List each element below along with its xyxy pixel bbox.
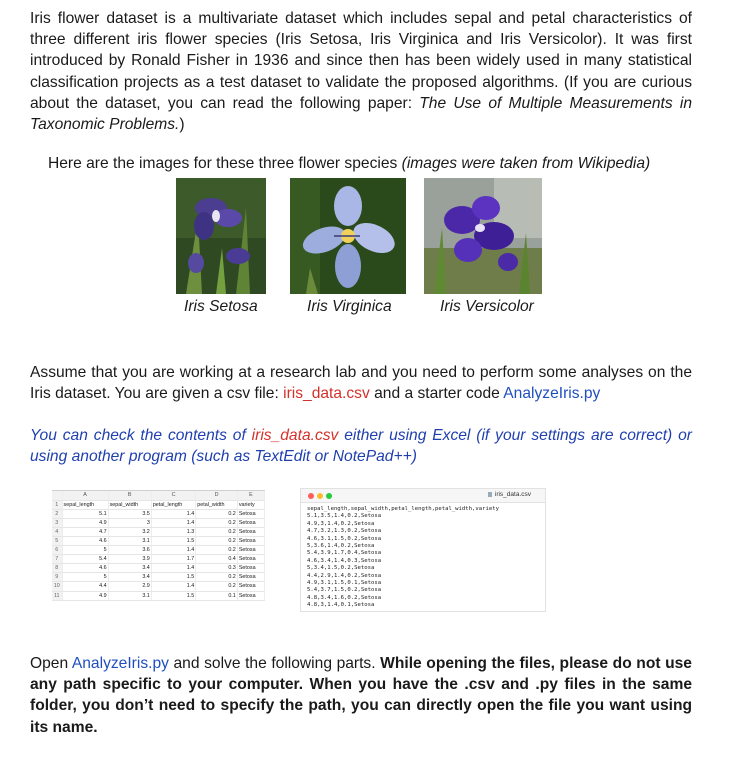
table-cell: 3.4 bbox=[108, 573, 151, 582]
row-number: 7 bbox=[52, 555, 62, 564]
table-cell: 3.4 bbox=[108, 564, 151, 573]
table-row bbox=[52, 509, 265, 518]
table-cell: 0.4 bbox=[196, 555, 238, 564]
table-cell: 4.6 bbox=[62, 536, 108, 545]
caption-versicolor: Iris Versicolor bbox=[440, 298, 534, 315]
closing-py-link[interactable]: AnalyzeIris.py bbox=[71, 655, 169, 672]
editor-line: 5,3.6,1.4,0.2,Setosa bbox=[307, 543, 375, 550]
table-cell: 1.4 bbox=[151, 509, 195, 518]
row-number: 1 bbox=[52, 500, 62, 509]
editor-content bbox=[301, 503, 545, 610]
row-number: 5 bbox=[52, 536, 62, 545]
editor-line: 4.9,3.1,1.5,0.1,Setosa bbox=[307, 580, 382, 587]
table-cell: 1.7 bbox=[151, 555, 195, 564]
editor-line: 4.6,3.1,1.5,0.2,Setosa bbox=[307, 535, 382, 542]
table-cell: 4.7 bbox=[62, 527, 108, 536]
csv-filename: iris_data.csv bbox=[283, 385, 370, 403]
table-row bbox=[52, 518, 265, 527]
document-icon bbox=[488, 492, 492, 497]
images-lead bbox=[48, 155, 650, 173]
table-row bbox=[52, 527, 265, 536]
table-cell: 1.4 bbox=[151, 546, 195, 555]
table-cell: 5 bbox=[62, 546, 108, 555]
caption-virginica: Iris Virginica bbox=[307, 298, 392, 315]
col-letter: A bbox=[62, 491, 108, 500]
table-cell: 0.2 bbox=[196, 518, 238, 527]
table-cell: 4.9 bbox=[62, 518, 108, 527]
table-cell: 0.2 bbox=[196, 573, 238, 582]
table-row bbox=[52, 591, 265, 600]
editor-line: 5.4,3.7,1.5,0.2,Setosa bbox=[307, 587, 382, 594]
col-letter: E bbox=[237, 491, 264, 500]
col-letter: C bbox=[151, 491, 195, 500]
iris-versicolor-image bbox=[424, 178, 542, 294]
excel-screenshot bbox=[52, 490, 265, 599]
row-number: 6 bbox=[52, 546, 62, 555]
table-cell: 3 bbox=[108, 518, 151, 527]
table-cell: 0.2 bbox=[196, 509, 238, 518]
editor-title-text: iris_data.csv bbox=[494, 491, 531, 498]
table-cell: 3.2 bbox=[108, 527, 151, 536]
editor-title bbox=[488, 491, 531, 498]
setup-text-mid: and a starter code bbox=[369, 385, 504, 403]
closing-paragraph bbox=[30, 653, 692, 738]
row-number: 11 bbox=[52, 591, 62, 600]
close-button[interactable] bbox=[308, 493, 314, 499]
py-filename-link[interactable]: AnalyzeIris.py bbox=[503, 385, 601, 403]
table-cell: 1.5 bbox=[151, 536, 195, 545]
table-row bbox=[52, 564, 265, 573]
row-number: 4 bbox=[52, 527, 62, 536]
note-csv-filename: iris_data.csv bbox=[251, 427, 339, 444]
header-cell: petal_length bbox=[151, 500, 195, 509]
table-cell: 0.2 bbox=[196, 546, 238, 555]
images-lead-text: Here are the images for these three flower species bbox=[48, 155, 402, 172]
table-cell: Setosa bbox=[237, 536, 264, 545]
row-number: 3 bbox=[52, 518, 62, 527]
row-number: 10 bbox=[52, 582, 62, 591]
note-text-end: either using Excel (if your settings are correct) or using another program (such as TextEdit or NotePad++) bbox=[30, 427, 692, 466]
intro-paragraph bbox=[30, 8, 692, 135]
table-cell: 3.5 bbox=[108, 509, 151, 518]
table-cell: 4.9 bbox=[62, 591, 108, 600]
table-cell: 5.1 bbox=[62, 509, 108, 518]
table-row bbox=[52, 546, 265, 555]
table-cell: 5.4 bbox=[62, 555, 108, 564]
table-cell: Setosa bbox=[237, 564, 264, 573]
intro-text-end: ) bbox=[179, 116, 185, 134]
table-cell: 1.3 bbox=[151, 527, 195, 536]
table-cell: 3.6 bbox=[108, 546, 151, 555]
editor-line: 4.9,3,1.4,0.2,Setosa bbox=[307, 520, 375, 527]
text-editor-window bbox=[300, 488, 546, 612]
closing-text-mid: and solve the following parts. bbox=[168, 655, 381, 672]
intro-text: Iris flower dataset is a multivariate dataset which includes sepal and petal characteristics of three different iris flower species (Iris Setosa, Iris Virginica and Iris Versicolor). It was first introduced by Ronald Fisher in 1936 and since then has been widely used in many statistical classification projects as a test dataset to validate the proposed algorithms. (If you are curious about the dataset, you can read the following paper: bbox=[30, 10, 692, 112]
minimize-button[interactable] bbox=[317, 493, 323, 499]
table-cell: 2.9 bbox=[108, 582, 151, 591]
table-cell: Setosa bbox=[237, 546, 264, 555]
editor-titlebar bbox=[301, 489, 545, 503]
setup-paragraph bbox=[30, 362, 692, 404]
table-cell: 1.4 bbox=[151, 518, 195, 527]
table-cell: Setosa bbox=[237, 591, 264, 600]
header-cell: petal_width bbox=[196, 500, 238, 509]
header-cell: sepal_width bbox=[108, 500, 151, 509]
note-text: You can check the contents of bbox=[30, 427, 252, 444]
closing-bold-instructions: While opening the files, please do not use any path specific to your computer. When you have the .csv and .py files in the same folder, you don’t need to specify the path, you can directly open the file you want using its name. bbox=[30, 655, 692, 736]
header-cell: sepal_length bbox=[62, 500, 108, 509]
table-row bbox=[52, 573, 265, 582]
table-cell: Setosa bbox=[237, 573, 264, 582]
table-cell: 0.3 bbox=[196, 564, 238, 573]
row-number: 9 bbox=[52, 573, 62, 582]
table-cell: 3.9 bbox=[108, 555, 151, 564]
editor-line: 4.7,3.2,1.3,0.2,Setosa bbox=[307, 528, 382, 535]
iris-setosa-image bbox=[176, 178, 266, 294]
editor-line: 5.4,3.9,1.7,0.4,Setosa bbox=[307, 550, 382, 557]
header-cell: variety bbox=[237, 500, 264, 509]
table-row bbox=[52, 536, 265, 545]
table-cell: 0.2 bbox=[196, 536, 238, 545]
table-row bbox=[52, 582, 265, 591]
table-cell: 3.1 bbox=[108, 536, 151, 545]
corner-cell bbox=[52, 491, 62, 500]
table-cell: 4.6 bbox=[62, 564, 108, 573]
table-cell: Setosa bbox=[237, 527, 264, 536]
editor-line: 5.1,3.5,1.4,0.2,Setosa bbox=[307, 513, 382, 520]
caption-setosa: Iris Setosa bbox=[184, 298, 258, 315]
table-cell: Setosa bbox=[237, 518, 264, 527]
table-cell: 1.4 bbox=[151, 582, 195, 591]
col-letter: B bbox=[108, 491, 151, 500]
table-cell: 1.5 bbox=[151, 573, 195, 582]
iris-virginica-image bbox=[290, 178, 406, 294]
table-cell: Setosa bbox=[237, 555, 264, 564]
editor-line: 4.4,2.9,1.4,0.2,Setosa bbox=[307, 572, 382, 579]
table-cell: 1.5 bbox=[151, 591, 195, 600]
table-cell: Setosa bbox=[237, 582, 264, 591]
editor-line: 4.6,3.4,1.4,0.3,Setosa bbox=[307, 557, 382, 564]
paper-title: The Use of Multiple Measurements in Taxonomic Problems. bbox=[30, 94, 692, 134]
csv-note bbox=[30, 425, 692, 467]
editor-line: sepal_length,sepal_width,petal_length,petal_width,variety bbox=[307, 506, 499, 512]
editor-line: 4.8,3.4,1.6,0.2,Setosa bbox=[307, 594, 382, 601]
table-cell: 1.4 bbox=[151, 564, 195, 573]
table-cell: 0.2 bbox=[196, 527, 238, 536]
table-cell: Setosa bbox=[237, 509, 264, 518]
table-cell: 0.2 bbox=[196, 582, 238, 591]
col-letter: D bbox=[196, 491, 238, 500]
table-cell: 4.4 bbox=[62, 582, 108, 591]
closing-text: Open bbox=[30, 655, 72, 672]
table-cell: 0.1 bbox=[196, 591, 238, 600]
table-cell: 3.1 bbox=[108, 591, 151, 600]
editor-line: 4.8,3,1.4,0.1,Setosa bbox=[307, 602, 375, 609]
row-number: 8 bbox=[52, 564, 62, 573]
images-lead-note: (images were taken from Wikipedia) bbox=[401, 155, 651, 172]
table-row bbox=[52, 555, 265, 564]
zoom-button[interactable] bbox=[326, 493, 332, 499]
editor-line: 5,3.4,1.5,0.2,Setosa bbox=[307, 565, 375, 572]
row-number: 2 bbox=[52, 509, 62, 518]
table-cell: 5 bbox=[62, 573, 108, 582]
setup-text: Assume that you are working at a research lab and you need to perform some analyses on the Iris dataset. You are given a csv file: bbox=[30, 364, 692, 403]
